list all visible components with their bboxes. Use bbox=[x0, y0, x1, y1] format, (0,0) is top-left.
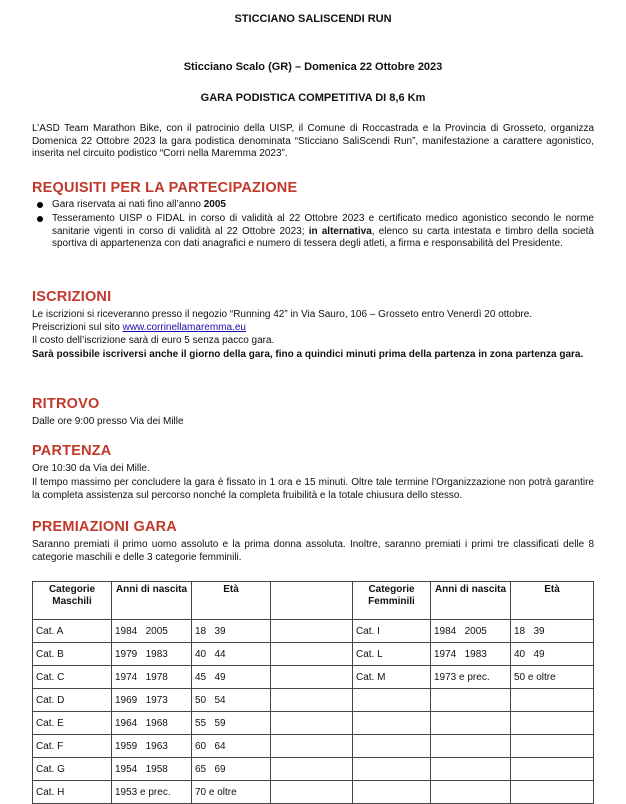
table-cell: 1964 1968 bbox=[112, 712, 192, 735]
table-cell bbox=[271, 666, 353, 689]
table-cell bbox=[511, 758, 594, 781]
table-cell: 60 64 bbox=[192, 735, 271, 758]
table-cell: Cat. D bbox=[33, 689, 112, 712]
table-header-row bbox=[33, 582, 594, 620]
table-cell bbox=[511, 781, 594, 804]
bullet-icon bbox=[37, 202, 43, 208]
table-cell: 50 e oltre bbox=[511, 666, 594, 689]
location-date: Sticciano Scalo (GR) – Domenica 22 Ottobre 2023 bbox=[183, 61, 443, 73]
premiazioni-heading: PREMIAZIONI GARA bbox=[32, 519, 177, 535]
header-blank bbox=[271, 582, 353, 620]
header-eta: Età bbox=[192, 582, 271, 620]
website-link[interactable]: www.corrinellamaremma.eu bbox=[122, 322, 246, 333]
iscrizioni-site-label: Preiscrizioni sul sito bbox=[32, 322, 123, 333]
document-title: STICCIANO SALISCENDI RUN bbox=[234, 13, 392, 25]
table-cell: 70 e oltre bbox=[192, 781, 271, 804]
iscrizioni-heading: ISCRIZIONI bbox=[32, 289, 112, 305]
table-cell: Cat. L bbox=[353, 643, 431, 666]
ritrovo-line-1: Dalle ore 9:00 presso Via dei Mille bbox=[32, 416, 184, 427]
table-row bbox=[33, 712, 594, 735]
iscrizioni-line-1: Le iscrizioni si riceveranno presso il negozio “Running 42” in Via Sauro, 106 – Grosseto entro Venerdì 20 ottobre. bbox=[32, 309, 533, 320]
table-cell bbox=[271, 643, 353, 666]
table-cell: Cat. I bbox=[353, 620, 431, 643]
table-cell: 40 49 bbox=[511, 643, 594, 666]
table-cell: 1969 1973 bbox=[112, 689, 192, 712]
table-cell bbox=[511, 689, 594, 712]
table-cell: Cat. B bbox=[33, 643, 112, 666]
table-cell bbox=[431, 735, 511, 758]
categories-table bbox=[32, 581, 594, 804]
table-cell bbox=[431, 758, 511, 781]
requisiti-bullet-2 bbox=[52, 213, 594, 251]
premiazioni-line-1: Saranno premiati il primo uomo assoluto e la prima donna assoluta. Inoltre, saranno premiati i primi tre classificati delle 8 categorie maschili e delle 3 categorie femminili. bbox=[32, 539, 594, 563]
partenza-line-1: Ore 10:30 da Via dei Mille. bbox=[32, 463, 150, 474]
table-cell: 65 69 bbox=[192, 758, 271, 781]
table-row bbox=[33, 758, 594, 781]
table-cell bbox=[431, 712, 511, 735]
requisiti-bullet-1 bbox=[52, 199, 594, 212]
table-cell: Cat. F bbox=[33, 735, 112, 758]
race-type: GARA PODISTICA COMPETITIVA DI 8,6 Km bbox=[200, 92, 426, 104]
table-cell bbox=[271, 712, 353, 735]
ritrovo-heading: RITROVO bbox=[32, 396, 100, 412]
header-anni-nascita: Anni di nascita bbox=[112, 582, 192, 620]
partenza-line-2: Il tempo massimo per concludere la gara è fissato in 1 ora e 15 minuti. Oltre tale termine l’Organizzazione non potrà garantire la completa assistenza sul percorso nonché la completa fruibilità e la totale chiusura dello stesso. bbox=[32, 477, 594, 501]
header-anni-nascita: Anni di nascita bbox=[431, 582, 511, 620]
intro-paragraph: L’ASD Team Marathon Bike, con il patrocinio della UISP, il Comune di Roccastrada e la Provincia di Grosseto, organizza Domenica 22 Ottobre 2023 la gara podistica denominata “Sticciano SaliScendi Run”, manifestazione a carattere agonistico, inserita nel circuito podistico “Corri nella Maremma 2023”. bbox=[32, 123, 594, 159]
table-cell: 1984 2005 bbox=[112, 620, 192, 643]
table-cell bbox=[353, 689, 431, 712]
header-cat-femminili: Categorie Femminili bbox=[353, 582, 431, 620]
bullet-text: Tesseramento UISP o FIDAL in corso di validità al 22 Ottobre 2023 e certificato medico agonistico secondo le norme sanitarie vigenti in corso di validità al 22 Ottobre 2023; bbox=[52, 213, 594, 237]
table-row bbox=[33, 735, 594, 758]
table-cell bbox=[353, 758, 431, 781]
table-row bbox=[33, 643, 594, 666]
bullet-icon bbox=[37, 216, 43, 222]
table-row bbox=[33, 781, 594, 804]
table-row bbox=[33, 666, 594, 689]
bullet-bold: in alternativa bbox=[308, 225, 372, 237]
table-cell: Cat. G bbox=[33, 758, 112, 781]
table-cell bbox=[271, 689, 353, 712]
table-cell: 45 49 bbox=[192, 666, 271, 689]
table-cell bbox=[511, 712, 594, 735]
header-eta: Età bbox=[511, 582, 594, 620]
iscrizioni-line-2 bbox=[32, 322, 594, 335]
table-cell: Cat. E bbox=[33, 712, 112, 735]
table-cell: 1974 1983 bbox=[431, 643, 511, 666]
requisiti-heading: REQUISITI PER LA PARTECIPAZIONE bbox=[32, 180, 298, 196]
bullet-text: , elenco su carta intestata e timbro della società sportiva di appartenenza con dati anagrafici e numero di tessera degli atleti, a firma e responsabilità del Presidente. bbox=[52, 225, 594, 249]
table-cell: 40 44 bbox=[192, 643, 271, 666]
bullet-bold: 2005 bbox=[203, 199, 226, 210]
partenza-heading: PARTENZA bbox=[32, 443, 112, 459]
table-cell: 18 39 bbox=[192, 620, 271, 643]
table-cell: Cat. C bbox=[33, 666, 112, 689]
table-cell: 55 59 bbox=[192, 712, 271, 735]
table-cell: 50 54 bbox=[192, 689, 271, 712]
table-cell bbox=[511, 735, 594, 758]
header-cat-maschili: Categorie Maschili bbox=[33, 582, 112, 620]
table-cell: 1984 2005 bbox=[431, 620, 511, 643]
table-cell: Cat. A bbox=[33, 620, 112, 643]
iscrizioni-line-3: Il costo dell’iscrizione sarà di euro 5 senza pacco gara. bbox=[32, 335, 275, 346]
bullet-text: Gara riservata ai nati fino all’anno bbox=[52, 199, 204, 210]
table-cell: 1959 1963 bbox=[112, 735, 192, 758]
table-cell: 1974 1978 bbox=[112, 666, 192, 689]
table-cell: 1973 e prec. bbox=[431, 666, 511, 689]
table-row bbox=[33, 620, 594, 643]
table-cell bbox=[431, 781, 511, 804]
table-cell bbox=[271, 758, 353, 781]
table-cell bbox=[431, 689, 511, 712]
table-cell: 18 39 bbox=[511, 620, 594, 643]
table-cell: Cat. H bbox=[33, 781, 112, 804]
table-cell bbox=[353, 781, 431, 804]
table-cell: 1979 1983 bbox=[112, 643, 192, 666]
table-cell bbox=[271, 735, 353, 758]
table-row bbox=[33, 689, 594, 712]
table-cell bbox=[271, 781, 353, 804]
table-cell bbox=[353, 712, 431, 735]
table-cell: Cat. M bbox=[353, 666, 431, 689]
table-cell: 1953 e prec. bbox=[112, 781, 192, 804]
table-cell: 1954 1958 bbox=[112, 758, 192, 781]
table-cell bbox=[271, 620, 353, 643]
iscrizioni-line-4: Sarà possibile iscriversi anche il giorno della gara, fino a quindici minuti prima della partenza in zona partenza gara. bbox=[32, 349, 584, 360]
table-cell bbox=[353, 735, 431, 758]
